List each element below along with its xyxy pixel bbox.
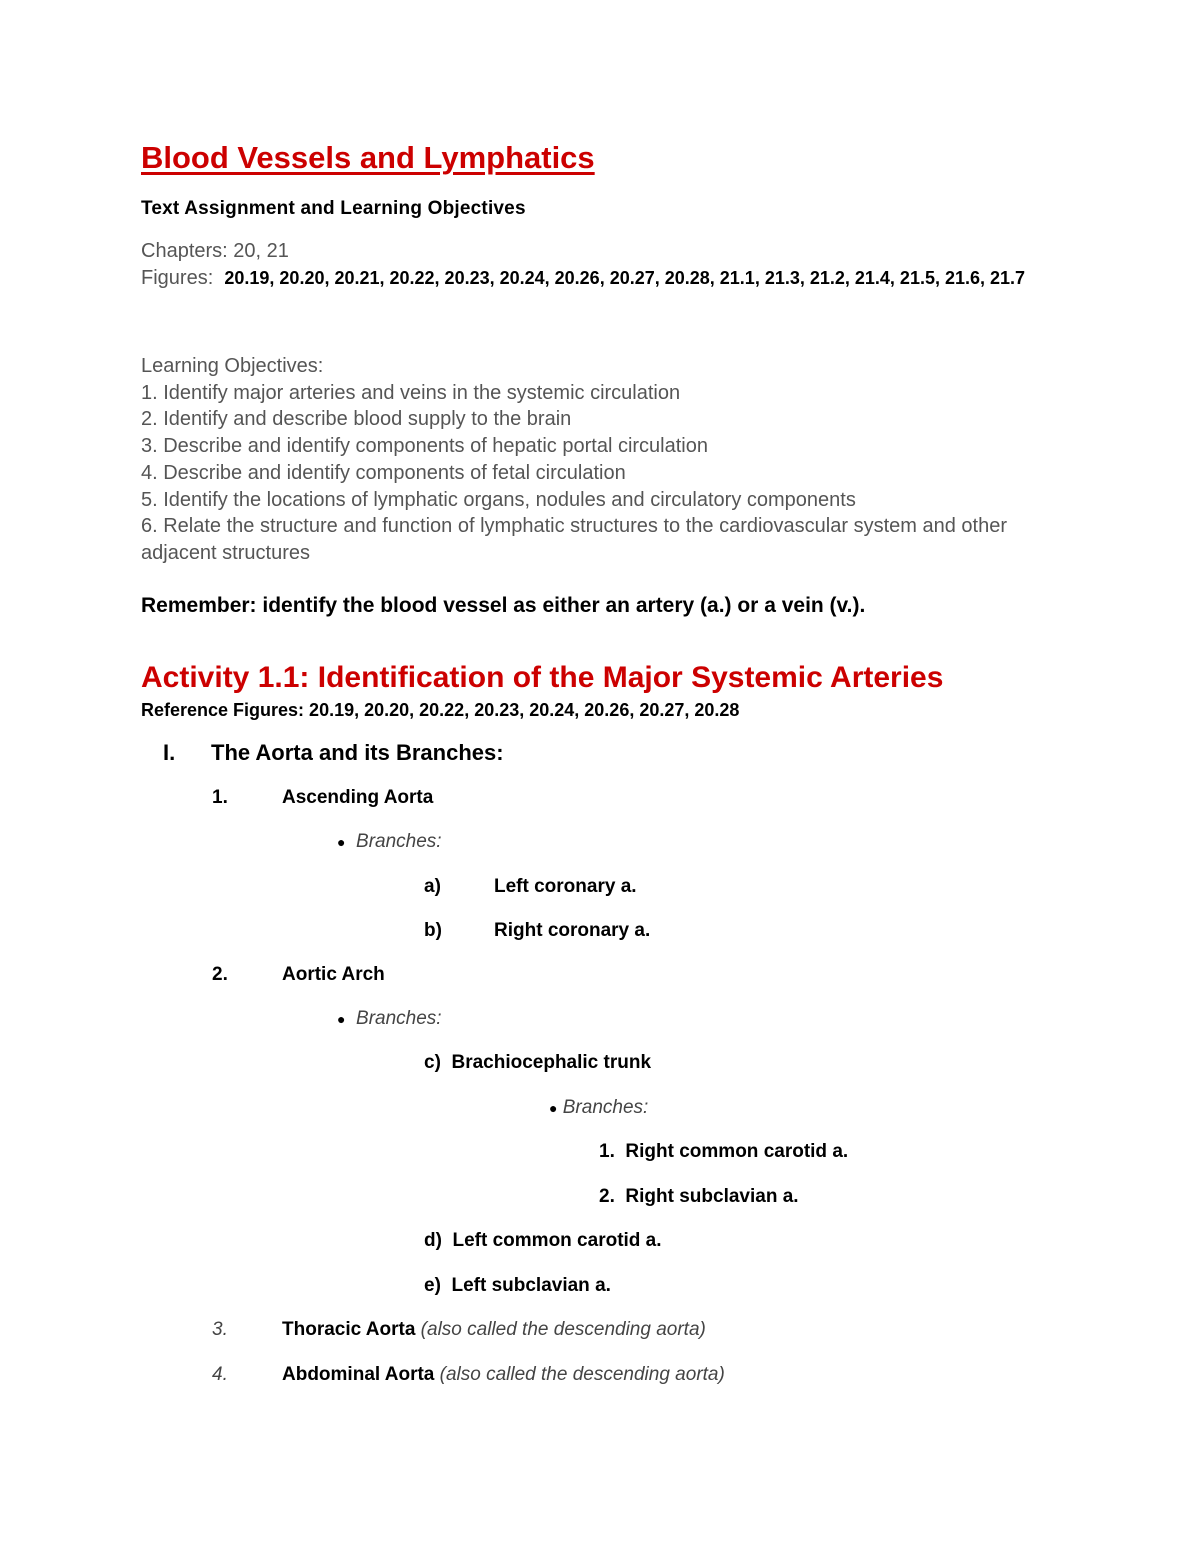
branch-letter: b) — [424, 920, 442, 941]
figures-label: Figures: — [141, 266, 214, 289]
reference-figures: Reference Figures: 20.19, 20.20, 20.22, 20.23, 20.24, 20.26, 20.27, 20.28 — [141, 700, 740, 720]
branches-label: Branches: — [356, 1008, 442, 1029]
item-line — [282, 1319, 706, 1341]
branch-letter: a) — [424, 876, 441, 897]
bullet-icon: ● — [337, 1011, 346, 1027]
subbranch-label: Right subclavian a. — [625, 1186, 799, 1207]
branch-letter: e) — [424, 1275, 441, 1296]
branches-label: Branches: — [356, 831, 442, 852]
item-number: 1. — [212, 787, 228, 808]
branch-label: Left common carotid a. — [452, 1230, 662, 1251]
item-line — [282, 1364, 725, 1386]
bullet-icon: ● — [337, 834, 346, 850]
branch-label: Right coronary a. — [494, 920, 651, 941]
chapters-figures-block — [141, 238, 1041, 291]
page-title: Blood Vessels and Lymphatics — [141, 140, 595, 175]
objectives-label: Learning Objectives: — [141, 355, 324, 377]
item-number: 3. — [212, 1319, 228, 1340]
objective-item: 2. Identify and describe blood supply to the brain — [141, 408, 572, 431]
objective-item: 3. Describe and identify components of hepatic portal circulation — [141, 435, 708, 458]
branch-item — [424, 1052, 651, 1074]
bullet-icon: ● — [549, 1100, 558, 1116]
subbranch-number: 2. — [599, 1186, 615, 1207]
objective-item: 1. Identify major arteries and veins in the systemic circulation — [141, 381, 681, 404]
branch-label: Left subclavian a. — [451, 1275, 611, 1296]
branch-item — [424, 1230, 662, 1252]
branch-item — [424, 1275, 611, 1297]
subbranch-item — [599, 1141, 848, 1163]
branch-letter: c) — [424, 1052, 441, 1073]
item-label: Aortic Arch — [282, 964, 385, 985]
item-note: (also called the descending aorta) — [439, 1364, 725, 1385]
item-label: Abdominal Aorta — [282, 1364, 435, 1385]
branch-label: Left coronary a. — [494, 876, 637, 897]
subbranch-label: Right common carotid a. — [625, 1141, 849, 1162]
section-number: I. — [163, 740, 176, 765]
chapters-line: Chapters: 20, 21 — [141, 240, 289, 262]
subbranch-number: 1. — [599, 1141, 615, 1162]
item-note: (also called the descending aorta) — [420, 1319, 706, 1340]
item-number: 4. — [212, 1364, 228, 1385]
item-label: Ascending Aorta — [282, 787, 434, 808]
branches-line — [549, 1097, 648, 1119]
objective-item: 5. Identify the locations of lymphatic organs, nodules and circulatory components — [141, 488, 856, 511]
subbranch-item — [599, 1186, 799, 1208]
branches-label: Branches: — [562, 1097, 649, 1118]
subheading: Text Assignment and Learning Objectives — [141, 198, 526, 219]
item-label: Thoracic Aorta — [282, 1319, 416, 1340]
item-number: 2. — [212, 964, 228, 985]
learning-objectives — [141, 353, 1041, 567]
objective-item: 6. Relate the structure and function of lymphatic structures to the cardiovascular system and other adjacent structures — [141, 515, 1007, 564]
branches-line — [337, 1008, 442, 1030]
section-title: The Aorta and its Branches: — [211, 740, 504, 765]
branch-label: Brachiocephalic trunk — [451, 1052, 652, 1073]
activity-title: Activity 1.1: Identification of the Major Systemic Arteries — [141, 661, 944, 694]
objective-item: 4. Describe and identify components of fetal circulation — [141, 461, 626, 484]
figures-list: 20.19, 20.20, 20.21, 20.22, 20.23, 20.24, 20.26, 20.27, 20.28, 21.1, 21.3, 21.2, 21.4, 21.5, 21.6, 21.7 — [224, 267, 1026, 288]
branches-line — [337, 831, 442, 853]
remember-note: Remember: identify the blood vessel as either an artery (a.) or a vein (v.). — [141, 594, 866, 617]
branch-letter: d) — [424, 1230, 442, 1251]
